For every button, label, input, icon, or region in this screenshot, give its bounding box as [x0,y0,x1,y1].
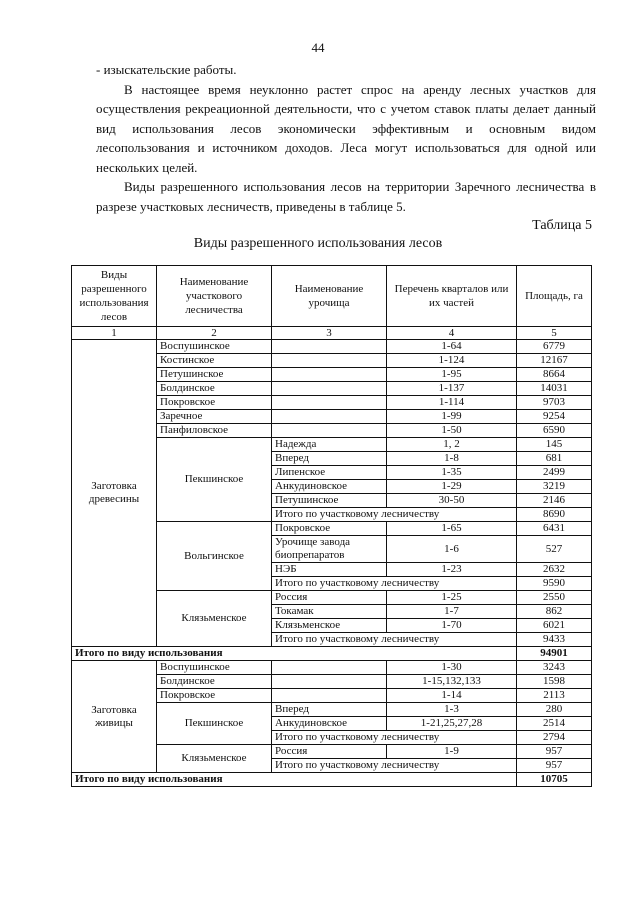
quarters-cell: 1, 2 [387,438,517,452]
quarters-cell: 1-64 [387,340,517,354]
subtotal-value: 8690 [517,508,592,522]
subtotal-value: 9433 [517,633,592,647]
area-cell: 9254 [517,410,592,424]
forestry-cell: Пекшинское [157,438,272,522]
tract-cell: Урочище завода биопрепаратов [272,536,387,563]
forestry-cell: Пекшинское [157,703,272,745]
forestry-cell: Клязьменское [157,745,272,773]
area-cell: 2146 [517,494,592,508]
area-cell: 2499 [517,466,592,480]
quarters-cell: 1-65 [387,522,517,536]
tract-cell: Вперед [272,452,387,466]
table-label: Таблица 5 [532,218,592,233]
forestry-cell: Воспушинское [157,661,272,675]
quarters-cell: 1-6 [387,536,517,563]
tract-cell: НЭБ [272,563,387,577]
area-cell: 8664 [517,368,592,382]
total-row [72,647,592,661]
tract-cell [272,354,387,368]
paragraph: В настоящее время неуклонно растет спрос на аренду лесных участков для осуществления рекреационной деятельности, что с учетом ставок платы делает данный вид использования лесов экономически эффективным и основным видом лесопользования и источником доходов. Леса могут использоваться для одной или нескольких целей. [96,81,596,175]
subtotal-label: Итого по участковому лесничеству [272,633,517,647]
tract-cell: Анкудиновское [272,717,387,731]
quarters-cell: 1-8 [387,452,517,466]
quarters-cell: 30-50 [387,494,517,508]
quarters-cell: 1-137 [387,382,517,396]
forestry-cell: Клязьменское [157,591,272,647]
paragraph: Виды разрешенного использования лесов на территории Заречного лесничества в разрезе участковых лесничеств, приведены в таблице 5. [96,179,596,214]
column-header: Наименование урочища [272,266,387,327]
area-cell: 6590 [517,424,592,438]
quarters-cell: 1-3 [387,703,517,717]
area-cell: 14031 [517,382,592,396]
forestry-cell: Панфиловское [157,424,272,438]
forest-use-table [71,265,592,787]
column-number: 1 [72,327,157,340]
area-cell: 6431 [517,522,592,536]
use-type-cell: Заготовка древесины [72,340,157,647]
area-cell: 3219 [517,480,592,494]
tract-cell: Вперед [272,703,387,717]
area-cell: 280 [517,703,592,717]
total-row [72,773,592,787]
area-cell: 2632 [517,563,592,577]
area-cell: 2514 [517,717,592,731]
subtotal-value: 2794 [517,731,592,745]
area-cell: 145 [517,438,592,452]
subtotal-label: Итого по участковому лесничеству [272,508,517,522]
area-cell: 12167 [517,354,592,368]
area-cell: 2113 [517,689,592,703]
area-cell: 957 [517,745,592,759]
forestry-cell: Покровское [157,689,272,703]
forestry-cell: Болдинское [157,382,272,396]
area-cell: 2550 [517,591,592,605]
tract-cell: Россия [272,745,387,759]
tract-cell: Клязьменское [272,619,387,633]
tract-cell [272,340,387,354]
column-header: Площадь, га [517,266,592,327]
forestry-cell: Заречное [157,410,272,424]
tract-cell: Липенское [272,466,387,480]
subtotal-label: Итого по участковому лесничеству [272,759,517,773]
column-number: 4 [387,327,517,340]
column-header: Перечень кварталов или их частей [387,266,517,327]
quarters-cell: 1-29 [387,480,517,494]
quarters-cell: 1-30 [387,661,517,675]
table-title: Виды разрешенного использования лесов [193,236,443,251]
area-cell: 9703 [517,396,592,410]
subtotal-label: Итого по участковому лесничеству [272,577,517,591]
subtotal-label: Итого по участковому лесничеству [272,731,517,745]
tract-cell [272,410,387,424]
tract-cell: Россия [272,591,387,605]
quarters-cell: 1-25 [387,591,517,605]
tract-cell [272,675,387,689]
tract-cell: Петушинское [272,494,387,508]
area-cell: 527 [517,536,592,563]
tract-cell [272,661,387,675]
tract-cell [272,424,387,438]
quarters-cell: 1-23 [387,563,517,577]
tract-cell [272,689,387,703]
quarters-cell: 1-124 [387,354,517,368]
tract-cell [272,368,387,382]
paragraph: - изыскательские работы. [96,62,237,77]
column-number: 3 [272,327,387,340]
forestry-cell: Петушинское [157,368,272,382]
tract-cell [272,382,387,396]
tract-cell: Надежда [272,438,387,452]
quarters-cell: 1-14 [387,689,517,703]
area-cell: 6779 [517,340,592,354]
quarters-cell: 1-7 [387,605,517,619]
forestry-cell: Воспушинское [157,340,272,354]
subtotal-value: 957 [517,759,592,773]
page-number: 44 [311,40,325,55]
quarters-cell: 1-21,25,27,28 [387,717,517,731]
area-cell: 681 [517,452,592,466]
use-type-cell: Заготовка живицы [72,661,157,773]
area-cell: 1598 [517,675,592,689]
forestry-cell: Покровское [157,396,272,410]
tract-cell: Токамак [272,605,387,619]
body-text [96,60,596,216]
quarters-cell: 1-95 [387,368,517,382]
column-number: 2 [157,327,272,340]
column-header: Виды разрешенного использования лесов [72,266,157,327]
quarters-cell: 1-114 [387,396,517,410]
table-row [72,340,592,354]
column-header: Наименование участкового лесничества [157,266,272,327]
quarters-cell: 1-70 [387,619,517,633]
total-label: Итого по виду использования [72,647,517,661]
subtotal-value: 9590 [517,577,592,591]
total-value: 10705 [517,773,592,787]
area-cell: 6021 [517,619,592,633]
total-value: 94901 [517,647,592,661]
quarters-cell: 1-50 [387,424,517,438]
forestry-cell: Костинское [157,354,272,368]
total-label: Итого по виду использования [72,773,517,787]
area-cell: 862 [517,605,592,619]
table-row [72,661,592,675]
forestry-cell: Вольгинское [157,522,272,591]
quarters-cell: 1-35 [387,466,517,480]
quarters-cell: 1-99 [387,410,517,424]
quarters-cell: 1-9 [387,745,517,759]
tract-cell [272,396,387,410]
forestry-cell: Болдинское [157,675,272,689]
tract-cell: Покровское [272,522,387,536]
quarters-cell: 1-15,132,133 [387,675,517,689]
column-number: 5 [517,327,592,340]
tract-cell: Анкудиновское [272,480,387,494]
table-body [72,340,592,787]
area-cell: 3243 [517,661,592,675]
